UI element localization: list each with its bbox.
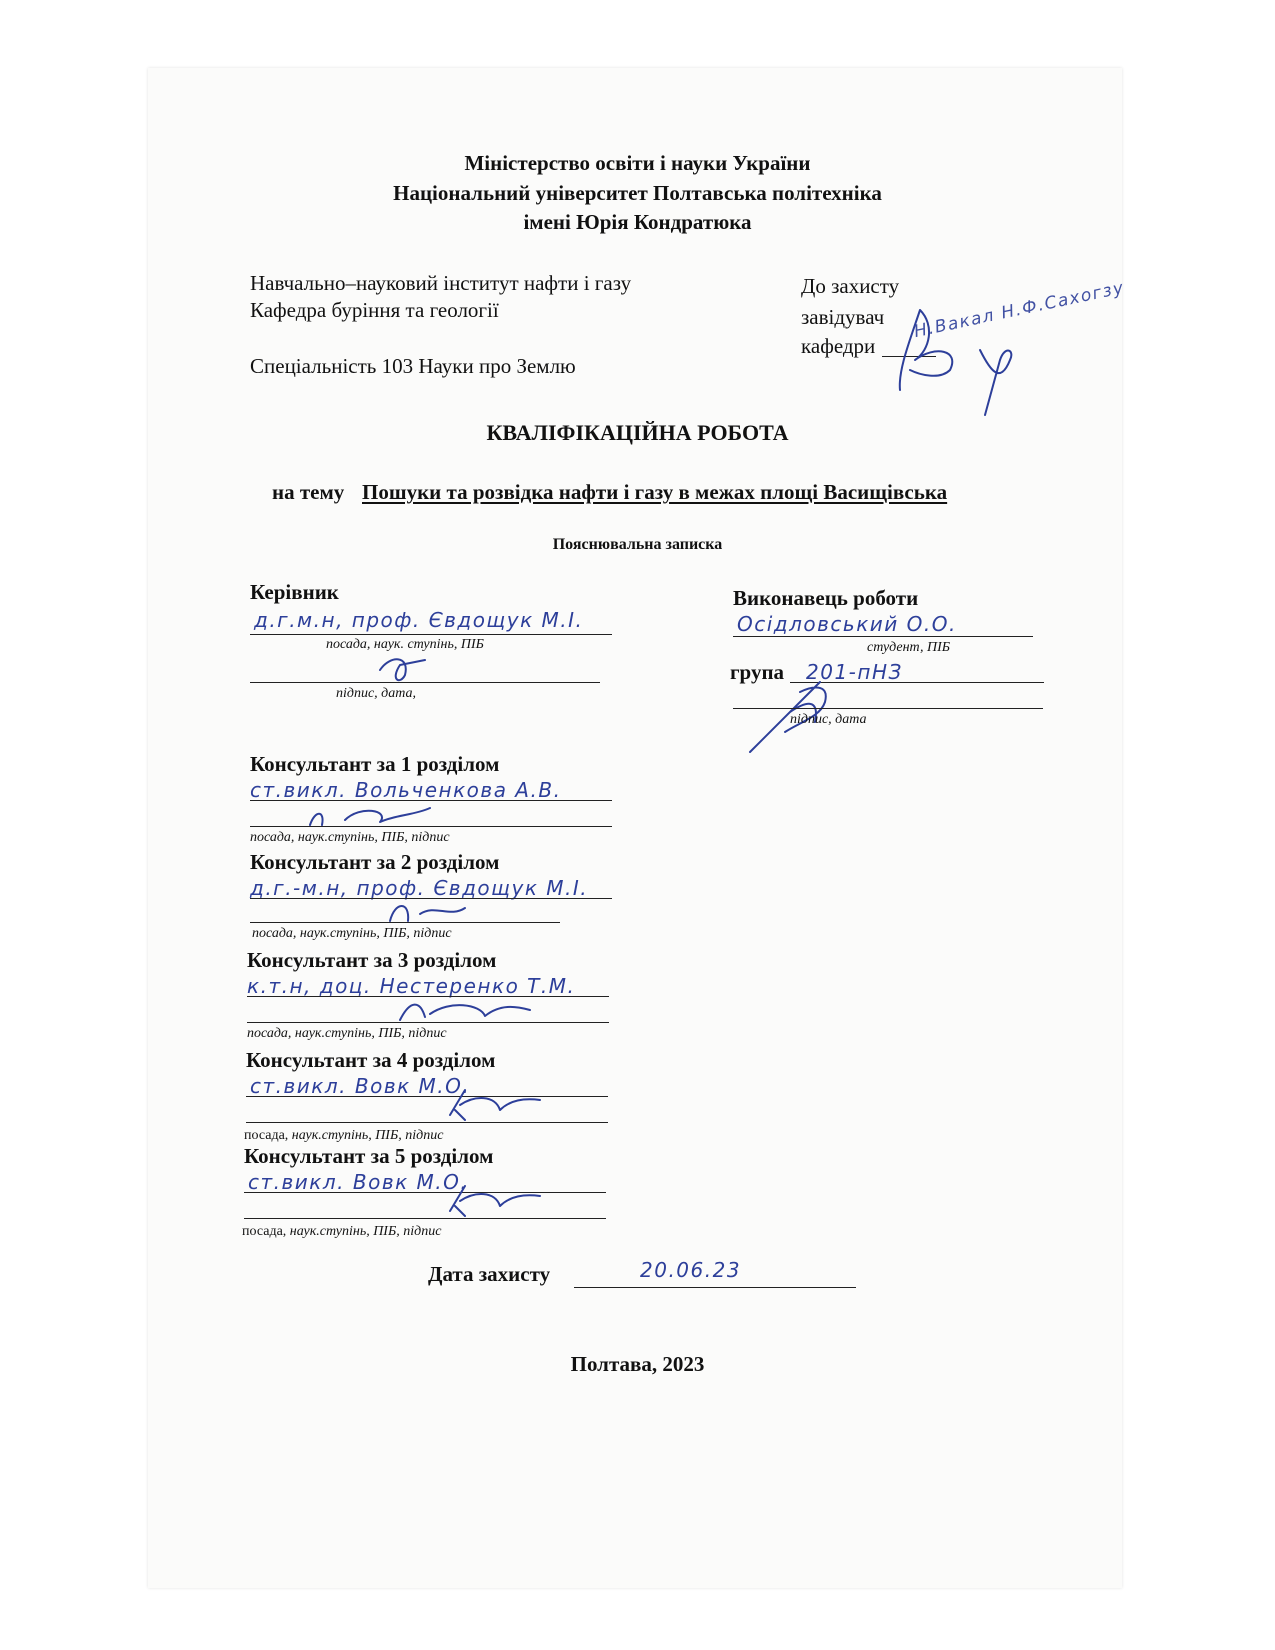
consultant-1-caption: посада, наук.ступінь, ПІБ, підпис — [250, 830, 450, 845]
consultant-4-caption-position: посада, — [244, 1128, 292, 1143]
consultant-5-label: Консультант за 5 розділом — [244, 1144, 494, 1168]
supervisor-signature — [370, 650, 440, 690]
consultant-4-label: Консультант за 4 розділом — [246, 1048, 496, 1072]
consultant-4-caption-rest: наук.ступінь, ПІБ, підпис — [291, 1128, 444, 1143]
ministry-title: Міністерство освіти і науки України — [464, 151, 811, 175]
consultant-2-handwritten: д.г.-м.н, проф. Євдощук М.І. — [250, 876, 589, 900]
university-title: Національний університет Полтавська політехніка — [393, 181, 882, 205]
group-value: 201-пНЗ — [806, 660, 903, 684]
specialty: Спеціальність 103 Науки про Землю — [250, 354, 576, 378]
consultant-2-signature — [380, 896, 470, 930]
consultant-5-signature-line — [244, 1218, 606, 1219]
consultant-5-name-line — [244, 1192, 606, 1193]
explanatory-note-label: Пояснювальна записка — [552, 536, 723, 553]
performer-label: Виконавець роботи — [733, 586, 919, 610]
consultant-4-caption — [244, 1126, 443, 1144]
performer-name-line — [733, 636, 1033, 637]
consultant-1-label: Консультант за 1 розділом — [250, 752, 500, 776]
defense-date-value: 20.06.23 — [640, 1258, 742, 1282]
consultant-1-handwritten: ст.викл. Вольченкова А.В. — [250, 778, 562, 802]
defense-date-label: Дата захисту — [428, 1262, 551, 1286]
university-named-after: імені Юрія Кондратюка — [523, 210, 752, 234]
head-of-department-signature — [890, 290, 1040, 430]
consultant-3-signature-line — [247, 1022, 609, 1023]
work-title: КВАЛІФІКАЦІЙНА РОБОТА — [486, 420, 789, 445]
approval-signature-text: Н.Вакал Н.Ф.Сахогзу — [912, 277, 1127, 343]
consultant-5-caption-position: посада, — [242, 1224, 290, 1239]
consultant-3-label: Консультант за 3 розділом — [247, 948, 497, 972]
consultant-4-signature — [440, 1080, 550, 1124]
consultant-4-handwritten: ст.викл. Вовк М.О. — [250, 1074, 471, 1098]
consultant-3-caption: посада, наук.ступінь, ПІБ, підпис — [247, 1026, 447, 1041]
consultant-2-caption: посада, наук.ступінь, ПІБ, підпис — [252, 926, 452, 941]
performer-student-caption: студент, ПІБ — [867, 640, 951, 655]
consultant-4-signature-line — [246, 1122, 608, 1123]
group-label: група — [730, 660, 785, 684]
institute-name: Навчально–науковий інститут нафти і газу — [250, 271, 632, 295]
consultant-3-handwritten: к.т.н, доц. Нестеренко Т.М. — [247, 974, 576, 998]
performer-handwritten: Осідловський О.О. — [737, 612, 957, 636]
topic-text: Пошуки та розвідка нафти і газу в межах площі Васищівська — [362, 480, 948, 504]
topic-prefix: на тему — [272, 480, 345, 504]
department-name: Кафедра буріння та геології — [250, 298, 499, 322]
supervisor-label: Керівник — [250, 580, 339, 604]
performer-signature-line — [733, 708, 1043, 709]
supervisor-handwritten: д.г.м.н, проф. Євдощук М.І. — [254, 608, 584, 632]
consultant-2-label: Консультант за 2 розділом — [250, 850, 500, 874]
city-year: Полтава, 2023 — [570, 1352, 705, 1376]
consultant-1-signature-line — [250, 826, 612, 827]
supervisor-position-line — [250, 634, 612, 635]
approval-line-1: До захисту — [801, 274, 900, 298]
consultant-2-signature-line — [250, 922, 560, 923]
performer-signature-caption: підпис, дата — [790, 712, 867, 727]
supervisor-signature-caption: підпис, дата, — [336, 686, 417, 701]
consultant-5-caption-rest: наук.ступінь, ПІБ, підпис — [289, 1224, 442, 1239]
consultant-4-name-line — [246, 1096, 608, 1097]
approval-line-2: завідувач — [801, 305, 885, 329]
consultant-5-caption — [242, 1222, 441, 1240]
approval-line-3: кафедри — [801, 334, 876, 358]
defense-date-line — [574, 1287, 856, 1288]
supervisor-signature-line — [250, 682, 600, 683]
supervisor-position-caption: посада, наук. ступінь, ПІБ — [326, 637, 484, 652]
consultant-5-handwritten: ст.викл. Вовк М.О. — [248, 1170, 469, 1194]
consultant-5-signature — [440, 1176, 550, 1220]
